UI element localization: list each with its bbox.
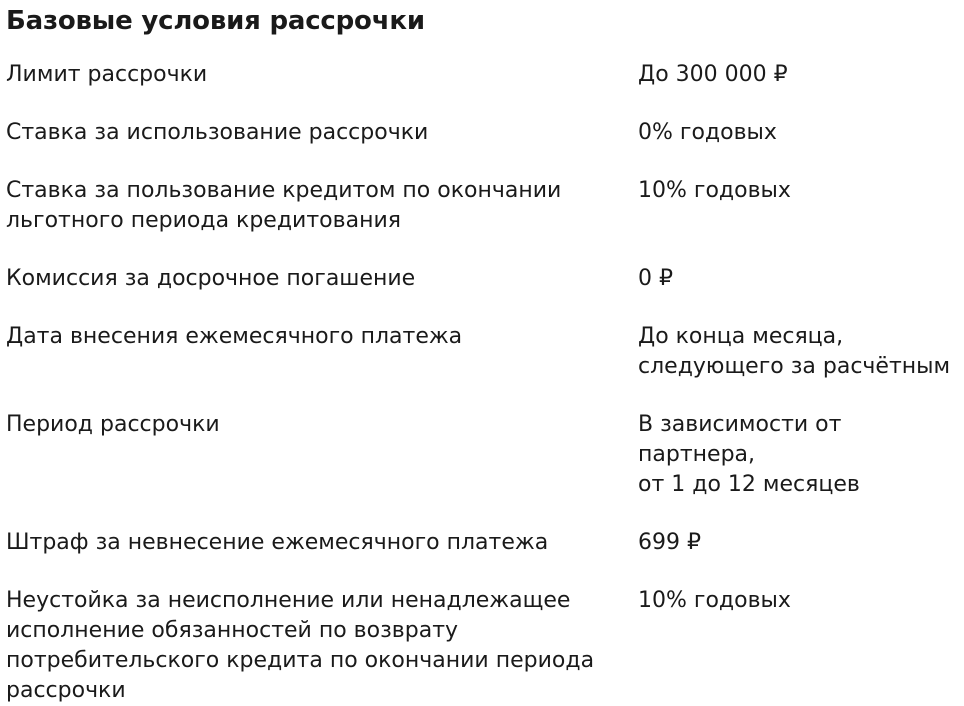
terms-row: [6, 118, 961, 148]
term-label: Период рассрочки: [6, 412, 220, 437]
term-value: 699 ₽: [638, 530, 701, 555]
term-label: Штраф за невнесение ежемесячного платежа: [6, 530, 549, 555]
section-title: Базовые условия рассрочки: [6, 6, 425, 36]
term-label: Ставка за пользование кредитом по окончании льготного периода кредитования: [6, 178, 562, 233]
term-label: Неустойка за неисполнение или ненадлежащее исполнение обязанностей по возврату потребительского кредита по окончании периода рассрочки: [6, 588, 595, 703]
term-value: 10% годовых: [638, 178, 791, 203]
term-value: В зависимости от партнера, от 1 до 12 месяцев: [638, 412, 860, 497]
terms-list: [6, 60, 961, 706]
terms-row: [6, 264, 961, 294]
term-label: Дата внесения ежемесячного платежа: [6, 324, 463, 349]
term-label: Лимит рассрочки: [6, 62, 208, 87]
terms-row: [6, 410, 961, 500]
term-value: До 300 000 ₽: [638, 62, 788, 87]
term-value: 0% годовых: [638, 120, 777, 145]
terms-row: [6, 60, 961, 90]
terms-row: [6, 586, 961, 706]
terms-row: [6, 322, 961, 382]
term-label: Ставка за использование рассрочки: [6, 120, 429, 145]
terms-row: [6, 528, 961, 558]
term-value: 0 ₽: [638, 266, 673, 291]
term-label: Комиссия за досрочное погашение: [6, 266, 416, 291]
terms-row: [6, 176, 961, 236]
term-value: До конца месяца, следующего за расчётным: [638, 324, 951, 379]
term-value: 10% годовых: [638, 588, 791, 613]
